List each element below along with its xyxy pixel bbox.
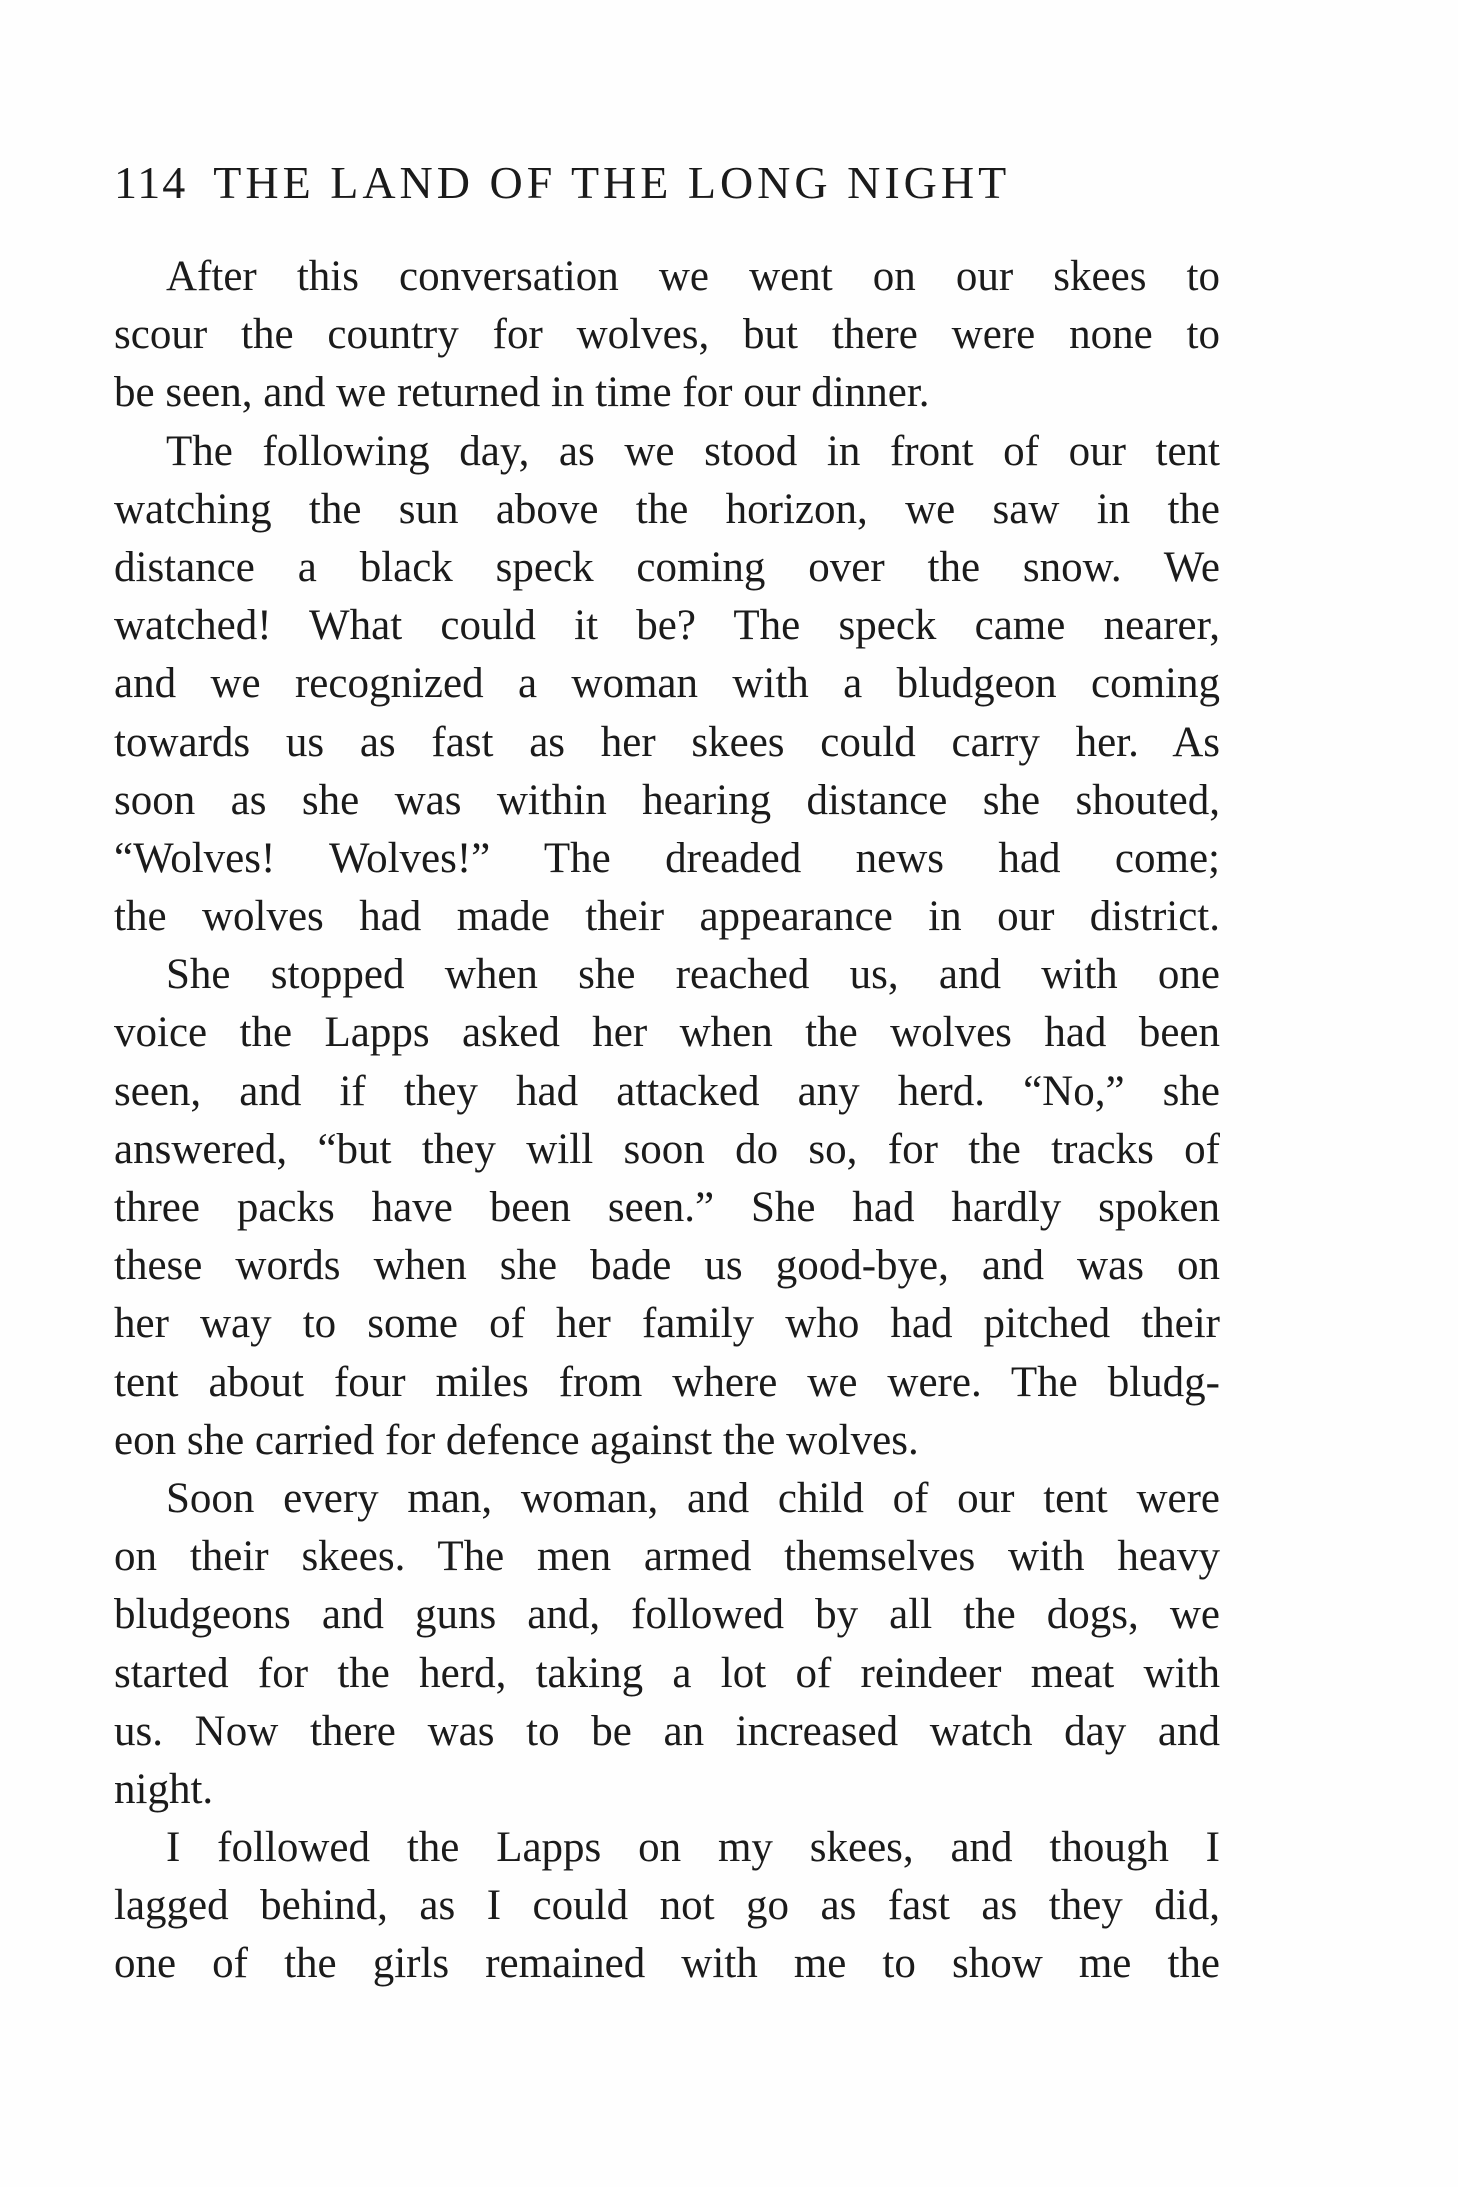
text-line: Soon every man, woman, and child of our tent were [166, 1474, 1220, 1522]
text-line: started for the herd, taking a lot of reindeer meat with [114, 1649, 1220, 1697]
text-line: voice the Lapps asked her when the wolves had been [114, 1009, 1220, 1057]
running-title: THE LAND OF THE LONG NIGHT [213, 157, 1011, 208]
body-text [114, 248, 1220, 1994]
text-line: distance a black speck coming over the snow. We [114, 543, 1220, 591]
text-line: three packs have been seen.” She had hardly spoken [114, 1184, 1220, 1231]
text-line: watching the sun above the horizon, we saw in the [114, 485, 1220, 533]
text-line: on their skees. The men armed themselves with heavy [114, 1533, 1220, 1581]
text-line: lagged behind, as I could not go as fast as they did, [114, 1882, 1220, 1930]
paragraph-1 [114, 248, 1220, 423]
text-line: her way to some of her family who had pitched their [114, 1300, 1220, 1348]
text-line: the wolves had made their appearance in our district. [114, 893, 1220, 941]
text-line: us. Now there was to be an increased watch day and [114, 1707, 1220, 1755]
paragraph-4 [114, 1470, 1220, 1819]
text-line: scour the country for wolves, but there were none to [114, 311, 1220, 359]
running-head [114, 156, 1220, 216]
text-line: The following day, as we stood in front of our tent [166, 427, 1220, 475]
text-line: be seen, and we returned in time for our dinner. [114, 369, 930, 417]
text-line: I followed the Lapps on my skees, and though I [166, 1824, 1220, 1872]
text-line: eon she carried for defence against the wolves. [114, 1416, 919, 1464]
text-line: towards us as fast as her skees could carry her. As [114, 718, 1220, 766]
text-line: seen, and if they had attacked any herd. “No,” she [114, 1067, 1220, 1115]
text-line: and we recognized a woman with a bludgeon coming [114, 660, 1220, 708]
paragraph-5 [114, 1819, 1220, 1994]
text-line: answered, “but they will soon do so, for the tracks of [114, 1125, 1220, 1173]
page-number: 114 [114, 157, 188, 208]
paragraph-2 [114, 423, 1220, 947]
text-line: “Wolves! Wolves!” The dreaded news had come; [114, 834, 1220, 882]
text-line: night. [114, 1765, 214, 1813]
text-line: one of the girls remained with me to show me the [114, 1940, 1220, 1988]
text-line: After this conversation we went on our skees to [166, 253, 1220, 300]
text-line: watched! What could it be? The speck came nearer, [114, 602, 1220, 650]
text-line: bludgeons and guns and, followed by all the dogs, we [114, 1591, 1220, 1639]
text-line: soon as she was within hearing distance she shouted, [114, 776, 1220, 824]
text-line: She stopped when she reached us, and with one [166, 951, 1220, 999]
paragraph-3 [114, 946, 1220, 1470]
text-line: these words when she bade us good-bye, and was on [114, 1242, 1220, 1290]
text-line: tent about four miles from where we were. The bludg- [114, 1358, 1220, 1406]
